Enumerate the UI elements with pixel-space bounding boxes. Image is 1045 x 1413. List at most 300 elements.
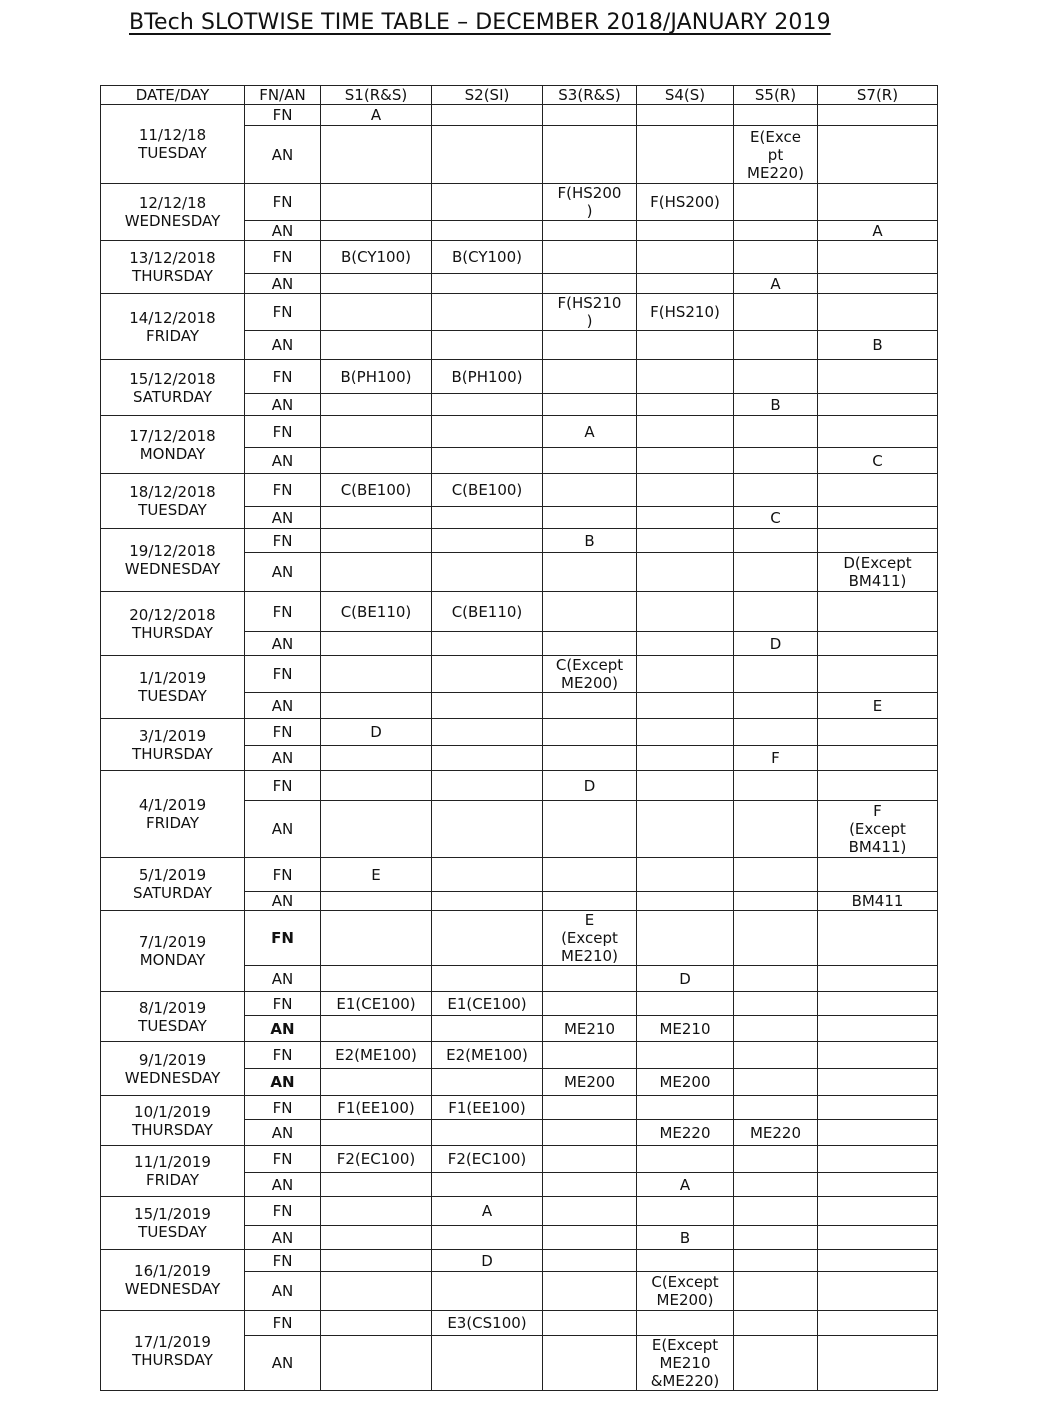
session-cell: FN xyxy=(245,1311,321,1336)
slot-cell xyxy=(543,1173,637,1197)
slot-cell xyxy=(543,274,637,294)
slot-cell xyxy=(818,992,938,1016)
slot-cell xyxy=(543,892,637,911)
slot-cell xyxy=(734,1042,818,1069)
slot-cell xyxy=(637,656,734,693)
slot-cell xyxy=(321,1197,432,1226)
slot-cell: C(BE110) xyxy=(321,592,432,632)
slot-cell: A xyxy=(543,416,637,448)
slot-cell xyxy=(432,221,543,241)
slot-cell xyxy=(734,992,818,1016)
slot-cell: B xyxy=(818,331,938,360)
date-cell: 7/1/2019 MONDAY xyxy=(101,911,245,992)
table-row xyxy=(101,1042,938,1069)
slot-cell xyxy=(321,771,432,801)
slot-cell xyxy=(818,746,938,771)
slot-cell: F2(EC100) xyxy=(321,1146,432,1173)
slot-cell: ME210 xyxy=(543,1016,637,1042)
slot-cell xyxy=(321,892,432,911)
slot-cell xyxy=(321,1069,432,1096)
slot-cell xyxy=(734,1016,818,1042)
table-row xyxy=(101,184,938,221)
slot-cell xyxy=(321,553,432,592)
slot-cell: F1(EE100) xyxy=(432,1096,543,1120)
slot-cell xyxy=(432,801,543,858)
table-row xyxy=(101,992,938,1016)
header-cell: S3(R&S) xyxy=(543,86,637,105)
slot-cell xyxy=(637,553,734,592)
slot-cell xyxy=(734,1272,818,1311)
slot-cell xyxy=(637,331,734,360)
slot-cell xyxy=(321,529,432,553)
session-cell: AN xyxy=(245,126,321,184)
slot-cell xyxy=(432,1016,543,1042)
date-cell: 3/1/2019 THURSDAY xyxy=(101,719,245,771)
slot-cell xyxy=(734,1146,818,1173)
slot-cell xyxy=(543,360,637,394)
session-cell: AN xyxy=(245,693,321,719)
slot-cell: C(BE110) xyxy=(432,592,543,632)
session-cell: FN xyxy=(245,656,321,693)
date-cell: 17/12/2018 MONDAY xyxy=(101,416,245,474)
header-cell: S4(S) xyxy=(637,86,734,105)
table-row xyxy=(101,1250,938,1272)
slot-cell: F2(EC100) xyxy=(432,1146,543,1173)
slot-cell xyxy=(734,1096,818,1120)
slot-cell xyxy=(543,1042,637,1069)
slot-cell: C(BE100) xyxy=(432,474,543,507)
slot-cell xyxy=(637,771,734,801)
slot-cell: F(HS210 ) xyxy=(543,294,637,331)
slot-cell xyxy=(818,241,938,274)
slot-cell xyxy=(734,294,818,331)
slot-cell xyxy=(543,474,637,507)
slot-cell xyxy=(321,294,432,331)
table-row xyxy=(101,1146,938,1173)
date-cell: 19/12/2018 WEDNESDAY xyxy=(101,529,245,592)
slot-cell: E(Except ME210 &ME220) xyxy=(637,1336,734,1391)
slot-cell xyxy=(543,719,637,746)
table-row xyxy=(101,416,938,448)
date-cell: 20/12/2018 THURSDAY xyxy=(101,592,245,656)
slot-cell xyxy=(321,911,432,966)
slot-cell xyxy=(818,126,938,184)
slot-cell xyxy=(734,693,818,719)
slot-cell: D(Except BM411) xyxy=(818,553,938,592)
session-cell: AN xyxy=(245,507,321,529)
session-cell: AN xyxy=(245,801,321,858)
session-cell: AN xyxy=(245,746,321,771)
slot-cell: A xyxy=(734,274,818,294)
slot-cell xyxy=(543,1272,637,1311)
slot-cell xyxy=(637,474,734,507)
session-cell: FN xyxy=(245,360,321,394)
slot-cell xyxy=(543,858,637,892)
session-cell: AN xyxy=(245,448,321,474)
header-cell: DATE/DAY xyxy=(101,86,245,105)
session-cell: FN xyxy=(245,294,321,331)
timetable xyxy=(100,85,938,1391)
slot-cell: A xyxy=(432,1197,543,1226)
session-cell: FN xyxy=(245,592,321,632)
slot-cell xyxy=(321,1311,432,1336)
session-cell: FN xyxy=(245,1096,321,1120)
date-cell: 5/1/2019 SATURDAY xyxy=(101,858,245,911)
slot-cell xyxy=(321,507,432,529)
slot-cell xyxy=(734,771,818,801)
slot-cell xyxy=(734,105,818,126)
slot-cell xyxy=(543,693,637,719)
slot-cell xyxy=(321,1120,432,1146)
slot-cell xyxy=(637,892,734,911)
slot-cell xyxy=(818,1096,938,1120)
slot-cell xyxy=(734,1173,818,1197)
session-cell: AN xyxy=(245,892,321,911)
session-cell: AN xyxy=(245,274,321,294)
slot-cell xyxy=(637,221,734,241)
slot-cell xyxy=(543,1311,637,1336)
slot-cell xyxy=(734,1311,818,1336)
session-cell: FN xyxy=(245,474,321,507)
slot-cell: D xyxy=(734,632,818,656)
slot-cell xyxy=(432,1272,543,1311)
session-cell: FN xyxy=(245,858,321,892)
slot-cell xyxy=(321,1272,432,1311)
session-cell: AN xyxy=(245,394,321,416)
slot-cell xyxy=(321,416,432,448)
date-cell: 13/12/2018 THURSDAY xyxy=(101,241,245,294)
slot-cell xyxy=(637,801,734,858)
slot-cell xyxy=(818,719,938,746)
slot-cell: ME200 xyxy=(637,1069,734,1096)
slot-cell xyxy=(321,966,432,992)
slot-cell xyxy=(432,656,543,693)
slot-cell: F xyxy=(734,746,818,771)
slot-cell xyxy=(432,274,543,294)
slot-cell xyxy=(321,126,432,184)
table-row xyxy=(101,719,938,746)
slot-cell xyxy=(734,360,818,394)
slot-cell xyxy=(432,394,543,416)
header-cell: S7(R) xyxy=(818,86,938,105)
slot-cell xyxy=(818,360,938,394)
slot-cell xyxy=(432,126,543,184)
slot-cell xyxy=(432,507,543,529)
slot-cell xyxy=(543,1250,637,1272)
table-row xyxy=(101,474,938,507)
slot-cell xyxy=(432,184,543,221)
slot-cell xyxy=(637,992,734,1016)
slot-cell xyxy=(734,966,818,992)
table-row xyxy=(101,771,938,801)
slot-cell: E (Except ME210) xyxy=(543,911,637,966)
slot-cell xyxy=(637,858,734,892)
session-cell: FN xyxy=(245,911,321,966)
slot-cell xyxy=(543,746,637,771)
slot-cell xyxy=(543,394,637,416)
slot-cell xyxy=(637,1096,734,1120)
slot-cell xyxy=(637,394,734,416)
slot-cell xyxy=(543,632,637,656)
date-cell: 16/1/2019 WEDNESDAY xyxy=(101,1250,245,1311)
slot-cell: E(Exce pt ME220) xyxy=(734,126,818,184)
slot-cell xyxy=(543,592,637,632)
table-row xyxy=(101,529,938,553)
slot-cell xyxy=(543,553,637,592)
slot-cell xyxy=(432,294,543,331)
slot-cell xyxy=(734,719,818,746)
slot-cell: ME220 xyxy=(637,1120,734,1146)
slot-cell xyxy=(734,656,818,693)
slot-cell xyxy=(321,1336,432,1391)
slot-cell: F(HS200) xyxy=(637,184,734,221)
slot-cell xyxy=(543,126,637,184)
slot-cell xyxy=(432,553,543,592)
slot-cell xyxy=(321,1016,432,1042)
slot-cell: C(BE100) xyxy=(321,474,432,507)
slot-cell xyxy=(734,416,818,448)
table-row xyxy=(101,1197,938,1226)
slot-cell xyxy=(543,221,637,241)
slot-cell: D xyxy=(543,771,637,801)
slot-cell xyxy=(637,1042,734,1069)
session-cell: FN xyxy=(245,105,321,126)
session-cell: FN xyxy=(245,1250,321,1272)
slot-cell xyxy=(432,911,543,966)
session-cell: FN xyxy=(245,416,321,448)
date-cell: 9/1/2019 WEDNESDAY xyxy=(101,1042,245,1096)
header-cell: S2(SI) xyxy=(432,86,543,105)
slot-cell xyxy=(734,892,818,911)
slot-cell xyxy=(543,241,637,274)
slot-cell xyxy=(432,1336,543,1391)
slot-cell xyxy=(637,719,734,746)
slot-cell xyxy=(734,184,818,221)
slot-cell: ME220 xyxy=(734,1120,818,1146)
page-title: BTech SLOTWISE TIME TABLE – DECEMBER 2018/JANUARY 2019 xyxy=(129,10,831,35)
slot-cell: F(HS200 ) xyxy=(543,184,637,221)
slot-cell: D xyxy=(321,719,432,746)
session-cell: AN xyxy=(245,1069,321,1096)
date-cell: 14/12/2018 FRIDAY xyxy=(101,294,245,360)
slot-cell xyxy=(818,529,938,553)
slot-cell xyxy=(321,184,432,221)
slot-cell xyxy=(818,1069,938,1096)
slot-cell xyxy=(734,529,818,553)
slot-cell xyxy=(432,1120,543,1146)
slot-cell xyxy=(734,911,818,966)
slot-cell xyxy=(543,1146,637,1173)
table-row xyxy=(101,1096,938,1120)
slot-cell xyxy=(543,105,637,126)
slot-cell xyxy=(818,1042,938,1069)
slot-cell: C(Except ME200) xyxy=(637,1272,734,1311)
slot-cell xyxy=(543,1197,637,1226)
slot-cell xyxy=(432,892,543,911)
slot-cell xyxy=(734,858,818,892)
slot-cell xyxy=(321,394,432,416)
slot-cell xyxy=(432,331,543,360)
date-cell: 4/1/2019 FRIDAY xyxy=(101,771,245,858)
slot-cell xyxy=(543,331,637,360)
slot-cell xyxy=(432,416,543,448)
slot-cell xyxy=(637,746,734,771)
session-cell: FN xyxy=(245,1042,321,1069)
session-cell: AN xyxy=(245,221,321,241)
table-row xyxy=(101,241,938,274)
slot-cell: B xyxy=(637,1226,734,1250)
date-cell: 1/1/2019 TUESDAY xyxy=(101,656,245,719)
slot-cell xyxy=(818,771,938,801)
session-cell: FN xyxy=(245,529,321,553)
slot-cell xyxy=(543,966,637,992)
slot-cell xyxy=(734,221,818,241)
slot-cell xyxy=(818,1120,938,1146)
slot-cell: B(CY100) xyxy=(432,241,543,274)
slot-cell xyxy=(637,529,734,553)
slot-cell: B(CY100) xyxy=(321,241,432,274)
session-cell: FN xyxy=(245,992,321,1016)
slot-cell xyxy=(637,448,734,474)
slot-cell xyxy=(637,105,734,126)
slot-cell xyxy=(734,241,818,274)
slot-cell xyxy=(637,1146,734,1173)
slot-cell: E2(ME100) xyxy=(432,1042,543,1069)
slot-cell: C(Except ME200) xyxy=(543,656,637,693)
slot-cell xyxy=(818,474,938,507)
slot-cell xyxy=(637,632,734,656)
slot-cell xyxy=(734,553,818,592)
session-cell: AN xyxy=(245,553,321,592)
session-cell: FN xyxy=(245,1146,321,1173)
slot-cell xyxy=(818,1146,938,1173)
session-cell: FN xyxy=(245,719,321,746)
slot-cell xyxy=(432,966,543,992)
slot-cell xyxy=(543,448,637,474)
slot-cell xyxy=(734,1069,818,1096)
slot-cell xyxy=(543,801,637,858)
slot-cell xyxy=(637,592,734,632)
slot-cell xyxy=(321,632,432,656)
slot-cell xyxy=(734,474,818,507)
header-cell: S1(R&S) xyxy=(321,86,432,105)
table-row xyxy=(101,294,938,331)
slot-cell xyxy=(432,693,543,719)
slot-cell xyxy=(637,360,734,394)
slot-cell xyxy=(734,1250,818,1272)
slot-cell xyxy=(321,801,432,858)
table-row xyxy=(101,105,938,126)
slot-cell: F1(EE100) xyxy=(321,1096,432,1120)
slot-cell xyxy=(818,184,938,221)
slot-cell xyxy=(432,1069,543,1096)
slot-cell xyxy=(818,592,938,632)
slot-cell xyxy=(818,1197,938,1226)
slot-cell xyxy=(818,1272,938,1311)
session-cell: AN xyxy=(245,966,321,992)
slot-cell: B xyxy=(543,529,637,553)
session-cell: FN xyxy=(245,184,321,221)
slot-cell xyxy=(734,1226,818,1250)
date-cell: 18/12/2018 TUESDAY xyxy=(101,474,245,529)
slot-cell xyxy=(321,448,432,474)
slot-cell xyxy=(818,105,938,126)
slot-cell xyxy=(637,507,734,529)
table-row xyxy=(101,911,938,966)
slot-cell: D xyxy=(637,966,734,992)
slot-cell xyxy=(637,1311,734,1336)
slot-cell xyxy=(321,656,432,693)
session-cell: AN xyxy=(245,1120,321,1146)
slot-cell xyxy=(321,1250,432,1272)
slot-cell: F(HS210) xyxy=(637,294,734,331)
session-cell: AN xyxy=(245,1272,321,1311)
table-row xyxy=(101,656,938,693)
session-cell: AN xyxy=(245,1336,321,1391)
slot-cell xyxy=(818,632,938,656)
slot-cell: A xyxy=(818,221,938,241)
date-cell: 11/1/2019 FRIDAY xyxy=(101,1146,245,1197)
slot-cell: B(PH100) xyxy=(321,360,432,394)
slot-cell xyxy=(321,221,432,241)
session-cell: FN xyxy=(245,241,321,274)
slot-cell: D xyxy=(432,1250,543,1272)
slot-cell xyxy=(818,858,938,892)
slot-cell: ME210 xyxy=(637,1016,734,1042)
slot-cell xyxy=(321,1173,432,1197)
slot-cell xyxy=(321,1226,432,1250)
slot-cell xyxy=(321,746,432,771)
slot-cell xyxy=(818,656,938,693)
slot-cell xyxy=(637,693,734,719)
slot-cell xyxy=(543,1120,637,1146)
slot-cell xyxy=(432,448,543,474)
slot-cell xyxy=(637,1250,734,1272)
session-cell: AN xyxy=(245,1173,321,1197)
slot-cell xyxy=(818,966,938,992)
slot-cell: A xyxy=(637,1173,734,1197)
slot-cell: ME200 xyxy=(543,1069,637,1096)
session-cell: AN xyxy=(245,1226,321,1250)
slot-cell xyxy=(432,1226,543,1250)
slot-cell xyxy=(543,507,637,529)
slot-cell xyxy=(637,241,734,274)
slot-cell xyxy=(432,632,543,656)
slot-cell xyxy=(818,1336,938,1391)
slot-cell xyxy=(818,274,938,294)
slot-cell xyxy=(432,529,543,553)
date-cell: 8/1/2019 TUESDAY xyxy=(101,992,245,1042)
slot-cell xyxy=(432,771,543,801)
slot-cell xyxy=(543,1096,637,1120)
session-cell: AN xyxy=(245,331,321,360)
slot-cell xyxy=(734,592,818,632)
slot-cell xyxy=(543,992,637,1016)
slot-cell: F (Except BM411) xyxy=(818,801,938,858)
slot-cell: E2(ME100) xyxy=(321,1042,432,1069)
date-cell: 10/1/2019 THURSDAY xyxy=(101,1096,245,1146)
header-row xyxy=(101,86,938,105)
slot-cell xyxy=(321,331,432,360)
session-cell: AN xyxy=(245,1016,321,1042)
slot-cell xyxy=(321,274,432,294)
date-cell: 17/1/2019 THURSDAY xyxy=(101,1311,245,1391)
timetable-body xyxy=(101,86,938,1391)
slot-cell: C xyxy=(734,507,818,529)
slot-cell xyxy=(818,507,938,529)
slot-cell: BM411 xyxy=(818,892,938,911)
slot-cell xyxy=(543,1336,637,1391)
